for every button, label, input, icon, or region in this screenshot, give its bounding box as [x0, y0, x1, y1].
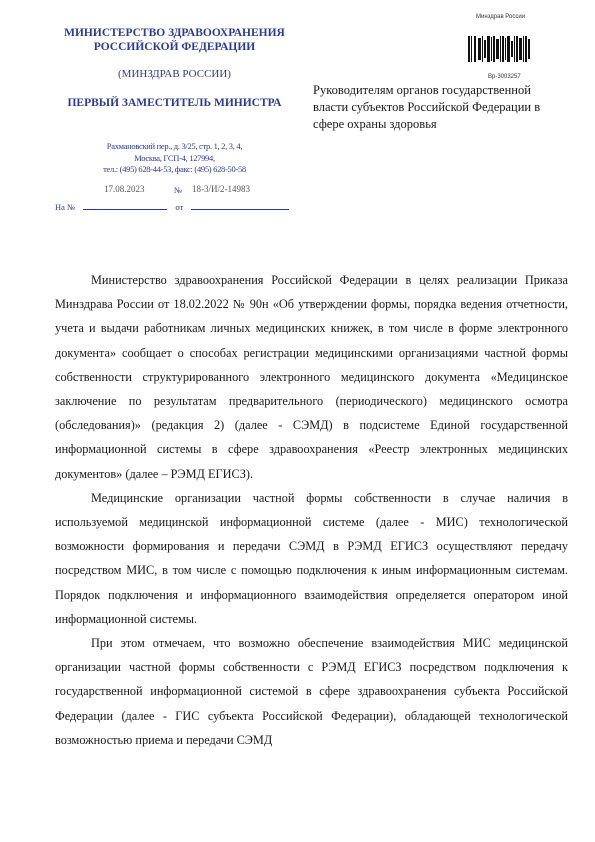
reference-date-label: от [175, 202, 184, 212]
stamp-code: Вр-3003257 [488, 74, 521, 80]
reference-number-label: На № [55, 202, 76, 212]
registration-number-label: № [174, 185, 183, 195]
address-phone: тел.: (495) 628-44-53, факс: (495) 628-50-58 [103, 164, 246, 174]
ministry-address [62, 141, 287, 176]
body-paragraph-1: Министерство здравоохранения Российской Федерации в целях реализации Приказа Минздрава России от 18.02.2022 № 90н «Об утверждении формы, порядка ведения отчетности, учета и выдачи работникам личных медицинских книжек, в том числе в форме электронного документа» сообщает о способах регистрации медицинскими организациями частной формы собственности структурированного электронного медицинского документа «Медицинское заключение по результатам предварительного (периодического) медицинского осмотра (обследования)» (редакция 2) (далее - СЭМД) в подсистеме Единой государственной информационной системы в сфере здравоохранения «Реестр электронных медицинских документов» (далее – РЭМД ЕГИСЗ). [55, 273, 568, 481]
address-city: Москва, ГСП-4, 127994, [134, 152, 215, 163]
barcode-icon [468, 36, 530, 62]
stamp-title: Минздрав России [476, 14, 526, 20]
registration-number: 18-3/И/2-14983 [192, 184, 250, 194]
reference-line [55, 201, 289, 212]
body-paragraph-2: Медицинские организации частной формы собственности в случае наличия в используемой медицинской информационной системе (далее - МИС) технологической возможности формирования и передачи СЭМД в РЭМД ЕГИСЗ осуществляют передачу посредством МИС, в том числе с помощью подключения к иным информационным системам. Порядок подключения и информационного взаимодействия определяется оператором иной информационной системы. [55, 490, 568, 626]
department-title: ПЕРВЫЙ ЗАМЕСТИТЕЛЬ МИНИСТРА [67, 97, 282, 109]
letter-body [55, 268, 568, 752]
registration-date: 17.08.2023 [104, 184, 145, 194]
address-street: Рахмановский пер., д. 3/25, стр. 1, 2, 3, 4, [106, 141, 243, 151]
reference-date-blank [191, 201, 289, 210]
ministry-short-name: (МИНЗДРАВ РОССИИ) [118, 68, 231, 80]
body-paragraph-3: При этом отмечаем, что возможно обеспечение взаимодействия МИС медицинской организации частной формы собственности с РЭМД ЕГИСЗ посредством подключения к государственной информационной системой в сфере здравоохранения субъекта Российской Федерации (далее - ГИС субъекта Российской Федерации), обладающей технологической возможностью приема и передачи СЭМД [55, 636, 568, 747]
reference-number-blank [83, 201, 167, 210]
addressee: Руководителям органов государственной власти субъектов Российской Федерации в сфере охраны здоровья [313, 83, 541, 131]
ministry-name: МИНИСТЕРСТВО ЗДРАВООХРАНЕНИЯ РОССИЙСКОЙ ФЕДЕРАЦИИ [64, 27, 285, 53]
